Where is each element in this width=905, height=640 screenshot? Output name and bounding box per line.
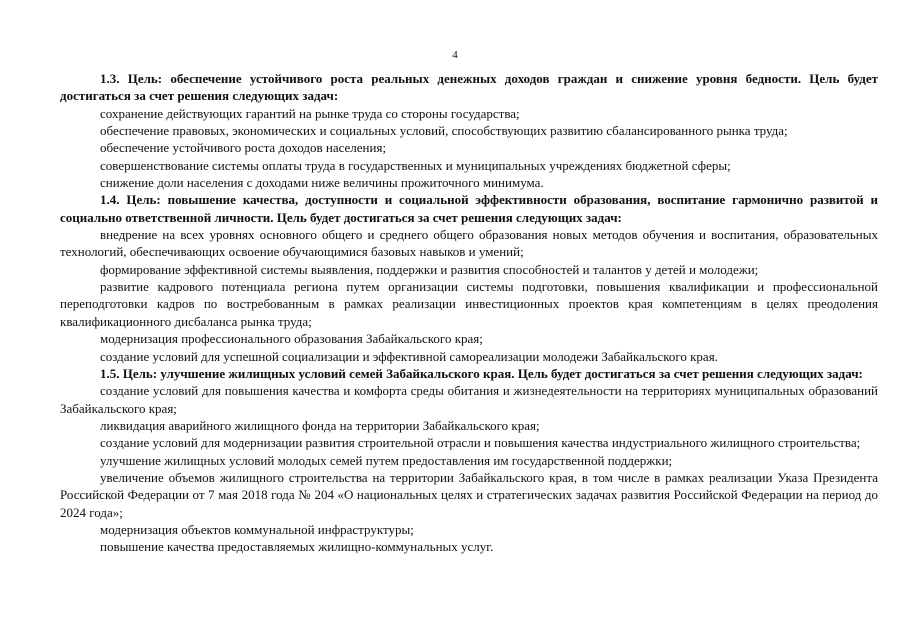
document-body — [60, 70, 878, 556]
task-item: обеспечение правовых, экономических и социальных условий, способствующих развитию сбалансированного рынка труда; — [100, 123, 788, 139]
task-item: создание условий для модернизации развития строительной отрасли и повышения качества индустриального жилищного строительства; — [100, 435, 861, 451]
task-item: сохранение действующих гарантий на рынке труда со стороны государства; — [100, 105, 520, 121]
task-item: формирование эффективной системы выявления, поддержки и развития способностей и талантов у детей и молодежи; — [100, 261, 759, 277]
task-item: совершенствование системы оплаты труда в государственных и муниципальных учреждениях бюджетной сферы; — [100, 157, 731, 173]
task-item: улучшение жилищных условий молодых семей путем предоставления им государственной поддержки; — [100, 452, 673, 468]
task-item: повышение качества предоставляемых жилищно-коммунальных услуг. — [100, 539, 494, 555]
task-item: создание условий для повышения качества и комфорта среды обитания и жизнедеятельности на территориях муниципальных образований Забайкальского края; — [60, 383, 878, 416]
task-item: создание условий для успешной социализации и эффективной самореализации молодежи Забайкальского края. — [100, 348, 718, 364]
task-item: снижение доли населения с доходами ниже величины прожиточного минимума. — [100, 175, 544, 191]
section-heading-1-4: 1.4. Цель: повышение качества, доступности и социальной эффективности образования, воспитание гармонично развитой и социально ответственной личности. Цель будет достигаться за счет решения следующих задач: — [60, 192, 878, 225]
task-item: внедрение на всех уровнях основного общего и среднего общего образования новых методов обучения и воспитания, образовательных технологий, обеспечивающих освоение обучающимися базовых навыков и умений; — [60, 227, 878, 260]
task-item: модернизация профессионального образования Забайкальского края; — [100, 331, 483, 347]
task-item: обеспечение устойчивого роста доходов населения; — [100, 140, 387, 156]
page-number: 4 — [452, 49, 458, 61]
section-heading-1-5: 1.5. Цель: улучшение жилищных условий семей Забайкальского края. Цель будет достигаться за счет решения следующих задач: — [100, 365, 863, 381]
section-heading-1-3: 1.3. Цель: обеспечение устойчивого роста реальных денежных доходов граждан и снижение уровня бедности. Цель будет достигаться за счет решения следующих задач: — [60, 71, 878, 104]
task-item: ликвидация аварийного жилищного фонда на территории Забайкальского края; — [100, 417, 540, 433]
task-item: увеличение объемов жилищного строительства на территории Забайкальского края, в том числе в рамках реализации Указа Президента Российской Федерации от 7 мая 2018 года № 204 «О национальных целях и стратегических задачах развития Российской Федерации на период до 2024 года»; — [60, 469, 878, 520]
task-item: развитие кадрового потенциала региона путем организации системы подготовки, повышения квалификации и профессиональной переподготовки кадров по востребованным в рамках реализации инвестиционных проектов края компетенциям в целях преодоления квалификационного дисбаланса рынка труда; — [60, 279, 878, 329]
document-page — [60, 0, 878, 640]
task-item: модернизация объектов коммунальной инфраструктуры; — [100, 521, 414, 537]
